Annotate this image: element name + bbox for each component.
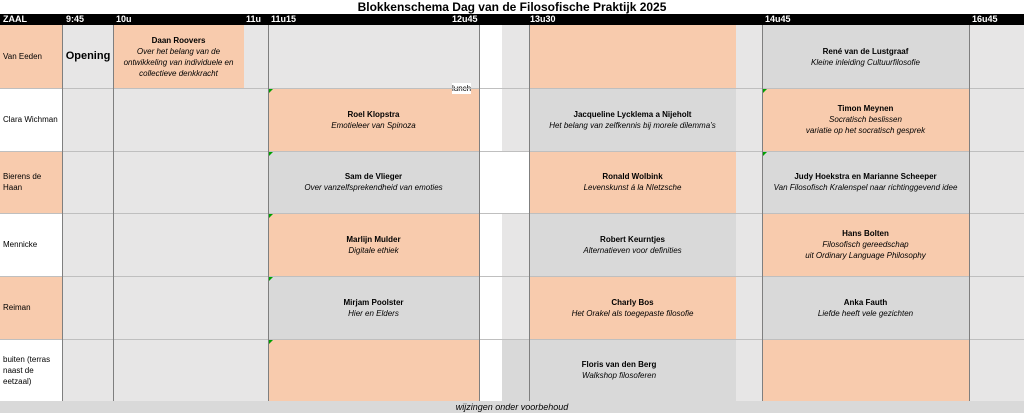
session-block <box>529 151 736 213</box>
comment-marker-icon <box>269 214 273 218</box>
session-speaker: Daan Roovers <box>151 35 206 45</box>
time-label: 14u45 <box>765 14 791 24</box>
session-block <box>268 151 479 213</box>
session-title: Socratisch beslissen <box>829 115 902 124</box>
session-block <box>762 88 969 151</box>
session-speaker: Marlijn Mulder <box>346 234 401 244</box>
session-block <box>529 213 736 276</box>
session-block <box>762 151 969 213</box>
session-title: Filosofisch gereedschap <box>822 240 909 249</box>
column-divider <box>268 25 269 401</box>
session-title: Over het belang van de ontwikkeling van individuele en collectieve denkkracht <box>123 46 234 78</box>
room-label: Mennicke <box>0 213 62 276</box>
session-speaker: Mirjam Poolster <box>343 297 404 307</box>
room-label: Van Eeden <box>0 25 62 88</box>
comment-marker-icon <box>269 89 273 93</box>
lunch-gap <box>502 151 529 213</box>
column-divider <box>113 25 114 401</box>
room-label: Reiman <box>0 276 62 339</box>
row-divider <box>0 151 1024 152</box>
session-speaker: Judy Hoekstra en Marianne Scheeper <box>794 172 937 181</box>
room-label: Bierens de Haan <box>0 151 62 213</box>
session-speaker: Jacqueline Lycklema a Nijeholt <box>573 109 692 119</box>
session-speaker: Hans Bolten <box>842 229 889 238</box>
empty-slot <box>762 339 969 401</box>
session-title: Kleine inleiding Cultuurfilosofie <box>811 57 920 67</box>
session-speaker: Anka Fauth <box>843 297 888 307</box>
room-label: buiten (terras naast de eetzaal) <box>0 339 62 401</box>
comment-marker-icon <box>269 277 273 281</box>
session-block <box>529 88 736 151</box>
session-block <box>268 88 479 151</box>
time-label: 12u45 <box>452 14 478 24</box>
comment-marker-icon <box>269 340 273 344</box>
session-speaker: Robert Keurntjes <box>600 234 665 244</box>
session-speaker: Sam de Vlieger <box>344 172 403 181</box>
column-divider <box>479 25 480 401</box>
session-speaker: Timon Meynen <box>837 104 894 113</box>
time-label: 16u45 <box>972 14 998 24</box>
session-title: Het Orakel als toegepaste filosofie <box>571 308 694 318</box>
session-title: Liefde heeft vele gezichten <box>817 308 914 318</box>
column-divider <box>969 25 970 401</box>
row-divider <box>0 88 1024 89</box>
session-title: Emotieleer van Spinoza <box>331 120 416 130</box>
empty-slot <box>268 25 479 88</box>
session-speaker: Charly Bos <box>611 297 654 307</box>
session-title: Het belang van zelfkennis bij morele dilemma’s <box>549 120 716 130</box>
session-title: uit Ordinary Language Philosophy <box>805 251 926 260</box>
session-title: Levenskunst á la NIetzsche <box>583 183 682 192</box>
column-divider <box>62 25 63 401</box>
session-speaker: Ronald Wolbink <box>602 172 663 181</box>
header-bar <box>0 14 1024 25</box>
comment-marker-icon <box>763 89 767 93</box>
time-label: 13u30 <box>530 14 556 24</box>
session-block <box>268 213 479 276</box>
session-title: Walkshop filosoferen <box>581 371 657 380</box>
time-label: 10u <box>116 14 132 24</box>
time-label: 11u <box>246 14 262 24</box>
session-title: Van Filosofisch Kralenspel naar richtinggevend idee <box>773 183 958 192</box>
column-divider <box>529 25 530 401</box>
zaal-header: ZAAL <box>3 14 27 24</box>
empty-slot <box>268 339 479 401</box>
session-title: variatie op het socratisch gesprek <box>805 126 926 135</box>
footer-note: wijzingen onder voorbehoud <box>0 401 1024 413</box>
comment-marker-icon <box>269 152 273 156</box>
session-block <box>529 276 736 339</box>
session-block <box>113 25 244 88</box>
time-label: 11u15 <box>271 14 297 24</box>
session-title: Over vanzelfsprekendheid van emoties <box>304 183 443 192</box>
empty-slot <box>113 88 244 401</box>
column-divider <box>762 25 763 401</box>
session-block <box>762 276 969 339</box>
session-title: Alternatieven voor definities <box>583 245 682 255</box>
page-title: Blokkenschema Dag van de Filosofische Praktijk 2025 <box>357 0 667 14</box>
session-title: Hier en Elders <box>348 308 399 318</box>
time-label: 9:45 <box>66 14 85 24</box>
comment-marker-icon <box>763 152 767 156</box>
empty-slot <box>529 25 736 88</box>
opening-label: Opening <box>65 50 111 62</box>
room-label: Clara Wichman <box>0 88 62 151</box>
session-title: Digitale ethiek <box>348 245 399 255</box>
session-block <box>502 339 736 401</box>
session-block <box>762 25 969 88</box>
session-speaker: Floris van den Berg <box>581 360 657 369</box>
session-block <box>268 276 479 339</box>
session-speaker: René van de Lustgraaf <box>822 46 909 56</box>
row-divider <box>0 276 1024 277</box>
row-divider <box>0 339 1024 340</box>
session-block <box>762 213 969 276</box>
session-speaker: Roel Klopstra <box>347 109 400 119</box>
row-divider <box>0 213 1024 214</box>
